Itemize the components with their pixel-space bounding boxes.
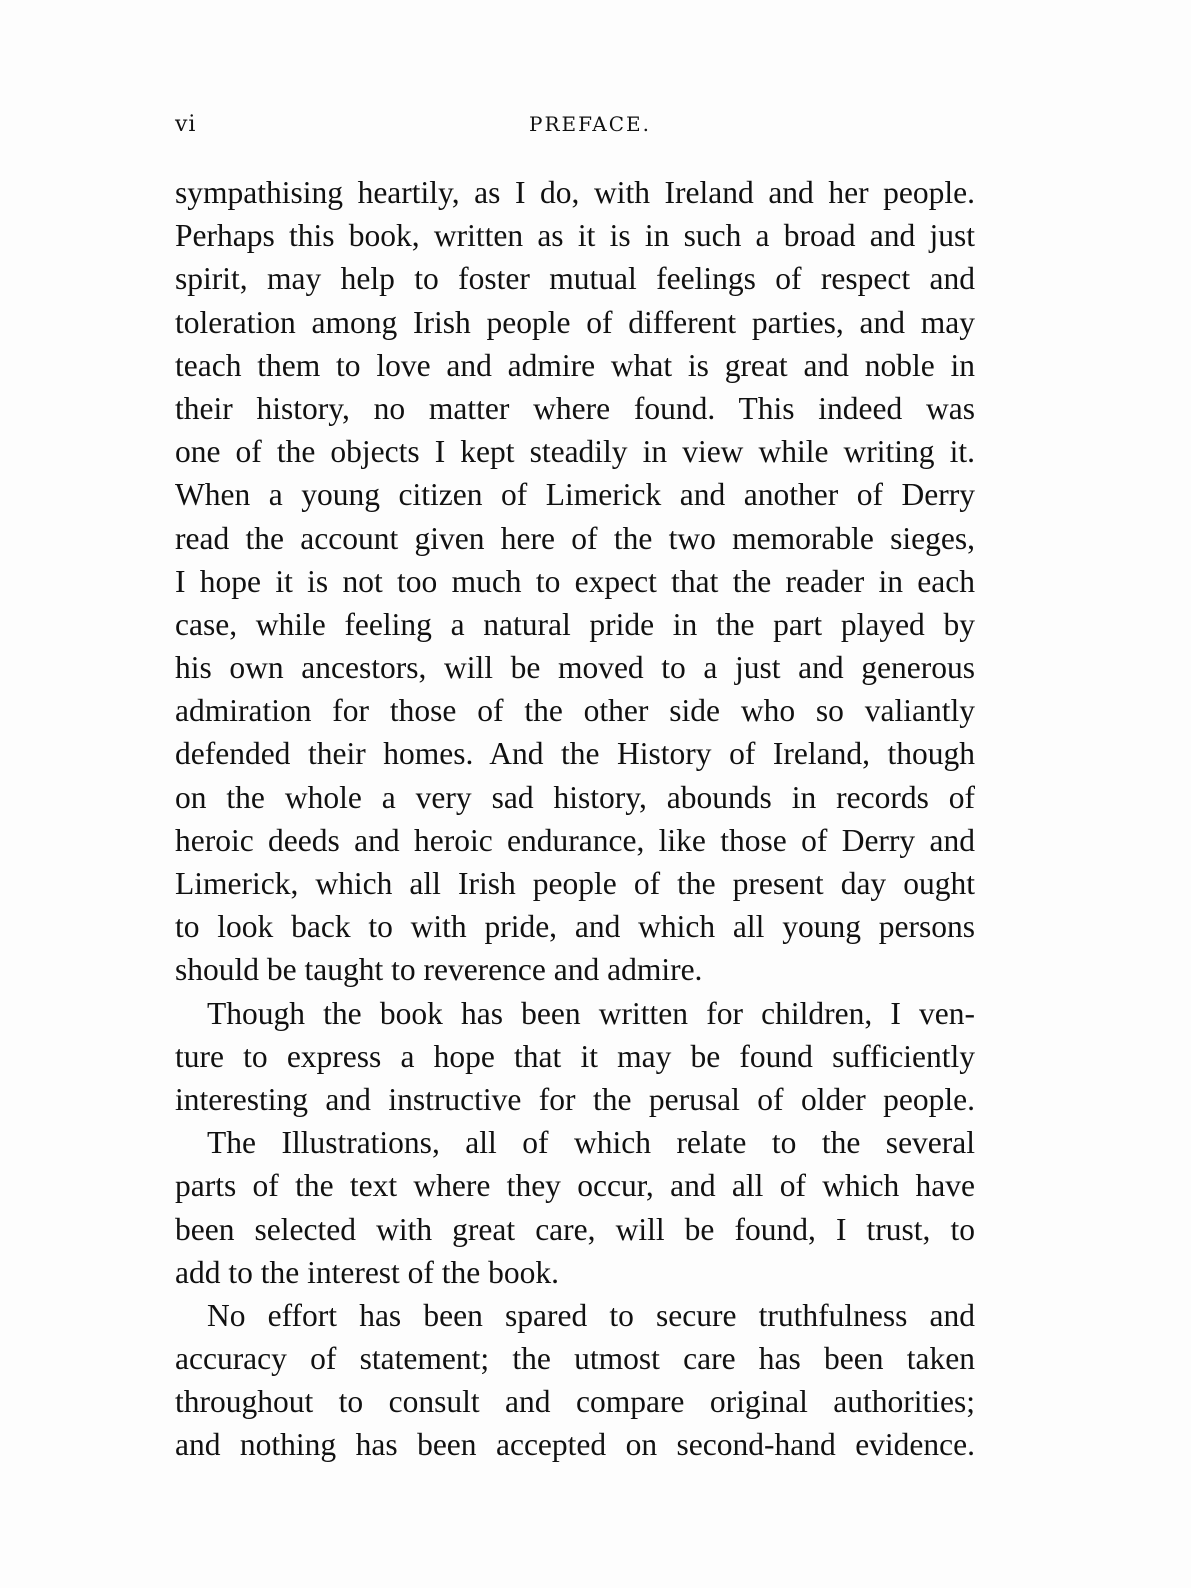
page-number: vi <box>175 112 197 137</box>
text-line: and nothing has been accepted on second-hand evidence. <box>175 1427 975 1463</box>
text-line: spirit, may help to foster mutual feelings of respect and <box>175 261 975 297</box>
text-line: one of the objects I kept steadily in view while writing it. <box>175 434 975 470</box>
text-line: accuracy of statement; the utmost care has been taken <box>175 1341 975 1377</box>
text-line: defended their homes. And the History of Ireland, though <box>175 736 975 772</box>
text-line: Though the book has been written for children, I ven- <box>207 995 975 1031</box>
text-line: ture to express a hope that it may be found sufficiently <box>175 1038 975 1074</box>
text-line: When a young citizen of Limerick and another of Derry <box>175 477 975 513</box>
text-line: I hope it is not too much to expect that the reader in each <box>175 563 975 599</box>
text-line: Limerick, which all Irish people of the present day ought <box>175 866 975 901</box>
text-line: their history, no matter where found. This indeed was <box>175 390 975 426</box>
paragraph-1 <box>175 171 975 992</box>
text-line: to look back to with pride, and which all young persons <box>175 909 975 945</box>
running-title: PREFACE. <box>529 112 651 136</box>
text-line: add to the interest of the book. <box>175 1254 560 1290</box>
text-line: heroic deeds and heroic endurance, like those of Derry and <box>175 822 975 858</box>
text-line: should be taught to reverence and admire. <box>175 952 703 988</box>
text-line: admiration for those of the other side who so valiantly <box>175 693 975 729</box>
text-line: interesting and instructive for the perusal of older people. <box>175 1081 975 1117</box>
text-line: toleration among Irish people of different parties, and may <box>175 304 975 340</box>
text-line: case, while feeling a natural pride in the part played by <box>175 606 975 642</box>
text-line: his own ancestors, will be moved to a just and generous <box>175 650 975 686</box>
paragraph-3 <box>175 1121 975 1294</box>
text-line: been selected with great care, will be found, I trust, to <box>175 1211 975 1247</box>
page-header <box>175 112 975 142</box>
text-line: throughout to consult and compare original authorities; <box>175 1384 975 1420</box>
paragraph-4 <box>175 1294 975 1467</box>
text-line: Perhaps this book, written as it is in such a broad and just <box>175 218 975 254</box>
text-line: sympathising heartily, as I do, with Ireland and her people. <box>175 175 975 210</box>
paragraph-2 <box>175 992 975 1122</box>
text-line: The Illustrations, all of which relate to the several <box>207 1125 975 1161</box>
text-line: read the account given here of the two memorable sieges, <box>175 520 975 556</box>
preface-text <box>175 171 975 1467</box>
text-line: parts of the text where they occur, and all of which have <box>175 1168 975 1204</box>
text-line: No effort has been spared to secure truthfulness and <box>207 1297 975 1333</box>
text-line: on the whole a very sad history, abounds in records of <box>175 779 975 815</box>
text-line: teach them to love and admire what is great and noble in <box>175 347 975 383</box>
